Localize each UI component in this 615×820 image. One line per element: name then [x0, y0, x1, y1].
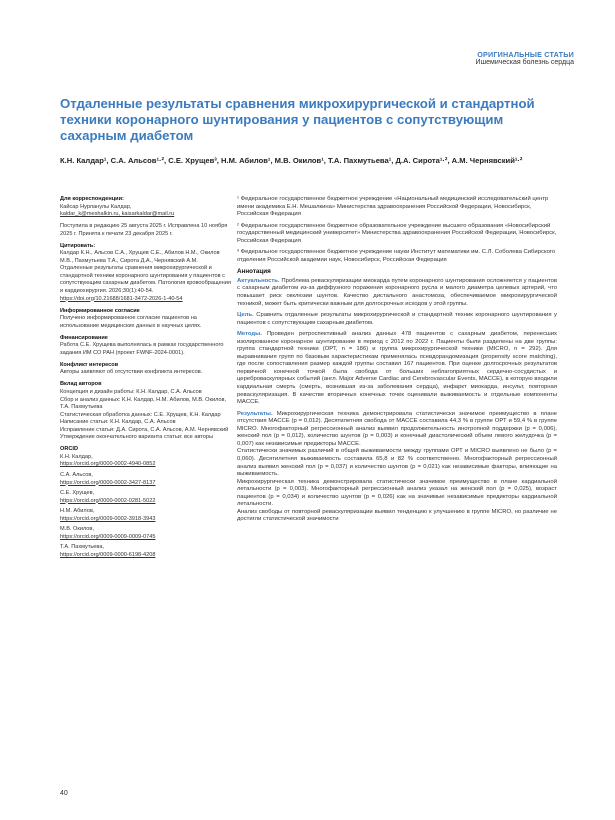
journal-section: ОРИГИНАЛЬНЫЕ СТАТЬИ: [477, 50, 574, 59]
abstract-aim: [237, 312, 557, 327]
doi-link[interactable]: https://doi.org/10.21688/1681-3472-2026-1-40-54: [60, 295, 183, 302]
results-text: Микрохирургическая техника демонстрировала статистически значимое преимущество в плане отсутствия MACCE (p = 0,012). Десятилетняя свобода от MACCE составила 44,3 % в группе ОРТ и 59,4 % в группе MICRO. Многофакторный регрессионный анализ выявил продолжительность инотропной поддержки (p = 0,006), женский пол (p = 0,012), количество шунтов (p = 0,003) и конечный диастолический объем левого желудочка (p = 0,007) как независимые предикторы MACCE.: [237, 410, 557, 447]
orcid-link[interactable]: https://orcid.org/0000-0002-4940-0852: [60, 461, 156, 468]
methods-label: Методы.: [237, 331, 262, 338]
orcid-name: М.В. Окилов,: [60, 526, 94, 533]
article-title: Отдаленные результаты сравнения микрохирургической и стандартной техники коронарного шунтирования у пациентов с сопутствующим сахарным диабетом: [60, 96, 535, 144]
affiliation-1: ¹ Федеральное государственное бюджетное учреждение «Национальный медицинский исследовательский центр имени академика Е.Н. Мешалкина» Министерства здравоохранения Российской Федерации, Новосибирск, Российская Федерация: [237, 196, 549, 218]
page-number: 40: [60, 790, 68, 797]
correspondence-email-link[interactable]: kaldar_k@meshalkin.ru, kaisarkaldar@mail.ru: [60, 211, 175, 218]
orcid-name: С.А. Альсов,: [60, 472, 93, 478]
journal-subsection: Ишемическая болезнь сердца: [475, 59, 574, 66]
orcid-name: К.Н. Калдар,: [60, 453, 93, 460]
results-paragraph-4: Анализ свободы от повторной реваскуляризации выявил тенденцию к улучшению в группе MICRO, но различие не достигли статистической значимости: [237, 508, 557, 523]
sidebar-info: [60, 196, 232, 559]
consent-text: Получено информированное согласие пациентов на использование медицинских данных в научных целях.: [60, 315, 202, 329]
conflict-heading: Конфликт интересов: [60, 361, 119, 368]
relevance-text: Проблема реваскуляризации миокарда путем коронарного шунтирования осложняется у пациентов с сахарным диабетом из-за диффузного поражения коронарного русла и малого диаметра целевых артерий, что повышает риск окклюзии шунтов. Качество дистального анастомоза, обеспечиваемое микрохирургической техникой, может быть критически важным для долгосрочных исходов у этой группы.: [237, 277, 557, 307]
results-paragraph-2: Статистически значимых различий в общей выживаемости между группами ОРТ и MICRO выявлено не было (p = 0,060). Десятилетняя выживаемость составила 65,8 и 82 % соответственно. Многофакторный регрессионный анализ выявил женский пол (p = 0,037) и количество шунтов (p = 0,021) как независимые факторы, влияющие на выживаемость.: [237, 448, 557, 478]
relevance-label: Актуальность.: [237, 277, 280, 284]
orcid-heading: ORCID: [60, 446, 79, 453]
abstract-relevance: [237, 278, 557, 308]
abstract-results: [237, 411, 557, 449]
author-list: К.Н. Калдар¹, С.А. Альсов¹·², С.Е. Хрущев³, Н.М. Абилов¹, М.В. Окилов¹, Т.А. Пахмутьева¹, Д.А. Сирота¹·², А.М. Чернявский¹·²: [60, 156, 523, 165]
contrib-line: Концепция и дизайн работы: К.Н. Калдар, С.А. Альсов: [60, 389, 202, 396]
results-label: Результаты.: [237, 410, 273, 417]
abstract-heading: Аннотация: [237, 268, 271, 276]
affiliation-2: ² Федеральное государственное бюджетное образовательное учреждение высшего образования «Новосибирский государственный медицинский университет» Министерства здравоохранения Российской Федерации, Новосибирск, Российская Федерация: [237, 222, 557, 244]
orcid-link[interactable]: https://orcid.org/0000-0002-3427-8137: [60, 479, 156, 486]
orcid-link[interactable]: https://orcid.org/0009-0000-6198-4208: [60, 551, 156, 558]
main-column: [237, 196, 557, 524]
results-paragraph-3: Микрохирургическая техника демонстрировала статистически значимое преимущество в плане кардиальной летальности (p = 0,003). Многофакторный регрессионный анализ указал на женский пол (p = 0,025), возраст пациентов (p = 0,034) и количество шунтов (p = 0,026) как на значимые независимые предикторы кардиальной летальности.: [237, 478, 557, 508]
methods-text: Проведен ретроспективный анализ данных 478 пациентов с сахарным диабетом, перенесших изолированное коронарное шунтирование в период с 2012 по 2022 г. Пациенты были разделены на две группы: группа стандартной техники (ОРТ, n = 186) и группа микрохирургической техники (MICRO, n = 292). Для выравнивания групп по базовым характеристикам применялась псевдорандомизация (propensity score matching), где после сопоставления размер каждой группы составил 167 пациентов. При оценке долгосрочных результатов первичной конечной точкой была свобода от больших неблагоприятных сердечно-сосудистых и цереброваскулярных событий (англ. Major Adverse Cardiac and Cerebrovascular Events, MACCE), в которую входили кардиальная смерть (смерть, возникшая из-за заболевания сердца), инфаркт миокарда, инсульт, повторная реваскуляризация. В качестве вторичных конечных точек оценивали выживаемость и отдельные компоненты MACCE.: [237, 331, 557, 406]
aim-label: Цель.: [237, 312, 254, 319]
orcid-link[interactable]: https://orcid.org/0009-0002-3918-3943: [60, 515, 156, 522]
cite-heading: Цитировать:: [60, 242, 96, 249]
contrib-line: Статистическая обработка данных: С.Е. Хрущев, К.Н. Калдар: [60, 411, 221, 418]
contrib-line: Утверждение окончательного варианта статьи: все авторы: [60, 434, 214, 441]
contrib-heading: Вклад авторов: [60, 381, 102, 388]
orcid-link[interactable]: https://orcid.org/0009-0009-0009-0745: [60, 533, 156, 540]
funding-heading: Финансирование: [60, 334, 108, 341]
correspondence-name: Кайсар Нурланулы Калдар,: [60, 203, 132, 210]
abstract-methods: [237, 331, 557, 406]
contrib-line: Сбор и анализ данных: К.Н. Калдар, Н.М. Абилов, М.В. Окилов, Т.А. Пахмутьева: [60, 396, 227, 411]
aim-text: Сравнить отдаленные результаты микрохирургической и стандартной техник коронарного шунтирования у пациентов с сопутствующим сахарным диабетом.: [237, 312, 558, 326]
contrib-line: Исправление статьи: Д.А. Сирота, С.А. Альсов, А.М. Чернявский: [60, 426, 229, 433]
article-dates: Поступила в редакцию 25 августа 2025 г. Исправлена 10 ноября 2025 г. Принята к печати 23 декабря 2025 г.: [60, 223, 228, 237]
funding-text: Работа С.Е. Хрущева выполнялась в рамках государственного задания ИМ СО РАН (проект FWNF-2024-0001).: [60, 342, 224, 356]
conflict-text: Авторы заявляют об отсутствии конфликта интересов.: [60, 369, 203, 376]
consent-heading: Информированное согласие: [60, 307, 140, 314]
orcid-name: Н.М. Абилов,: [60, 508, 95, 515]
orcid-name: С.Е. Хрущев,: [60, 490, 95, 497]
affiliation-3: ³ Федеральное государственное бюджетное учреждение науки Институт математики им. С.Л. Соболева Сибирского отделения Российской академии наук, Новосибирск, Российская Федерация: [237, 249, 556, 263]
orcid-name: Т.А. Пахмутьева,: [60, 544, 104, 551]
cite-text: Калдар К.Н., Альсов С.А., Хрущев С.Е., Абилов Н.М., Окилов М.В., Пахмутьева Т.А., Сирота Д.А., Чернявский А.М. Отдаленные результаты сравнения микрохирургической и стандартной техники коронарного шунтирования у пациентов с сопутствующим сахарным диабетом. Патология кровообращения и кардиохирургия. 2026;30(1):40-54.: [60, 250, 231, 295]
contrib-line: Написание статьи: К.Н. Калдар, С.А. Альсов: [60, 419, 176, 426]
orcid-link[interactable]: https://orcid.org/0000-0002-0281-5022: [60, 497, 156, 504]
correspondence-heading: Для корреспонденции:: [60, 196, 124, 202]
